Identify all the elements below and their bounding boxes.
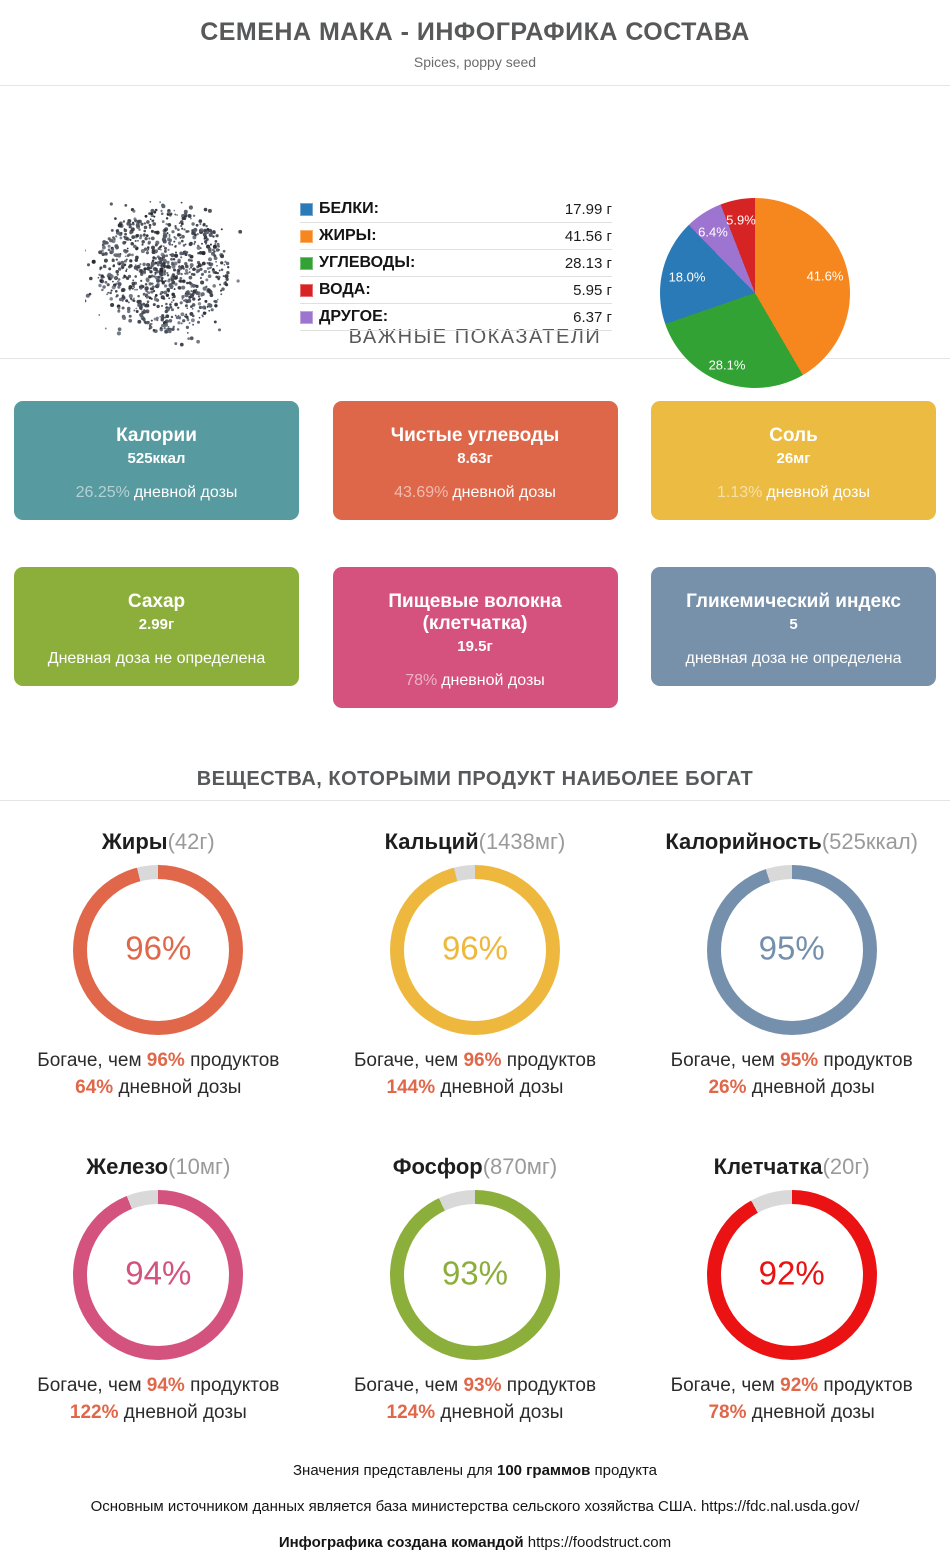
footer-source-note: Основным источником данных является база министерства сельского хозяйства США. https://fdc.nal.usda.gov/ [90, 1497, 860, 1515]
donut-title: Жиры(42г) [101, 828, 215, 854]
donut-title: Клетчатка(20г) [713, 1153, 870, 1179]
legend-value: 41.56 г [564, 227, 612, 245]
pie-label-carbs: 28.1% [708, 357, 746, 373]
footer-credit-note: Инфографика создана командой https://foodstruct.com [278, 1533, 672, 1551]
nutrient-donut-calcium [317, 829, 634, 1102]
donut-caption: Богаче, чем 92% продуктов 78% дневной дозы [670, 1374, 913, 1424]
donut-grid-row-2 [0, 1102, 950, 1427]
donut-title: Кальций(1438мг) [384, 828, 566, 854]
fat-swatch-icon [300, 230, 313, 243]
legend-row-fat [300, 223, 612, 250]
donut-caption: Богаче, чем 96% продуктов 144% дневной дозы [353, 1049, 597, 1099]
card-value: 19.5г [457, 637, 493, 655]
indicator-card-salt [651, 401, 936, 520]
macro-legend [300, 196, 612, 331]
card-dose: 26.25% дневной дозы [75, 483, 238, 501]
card-value: 525ккал [127, 449, 186, 467]
card-value: 5 [789, 615, 798, 633]
donut-caption: Богаче, чем 94% продуктов 122% дневной дозы [37, 1374, 280, 1424]
nutrient-donut-phosphorus [317, 1154, 634, 1427]
legend-row-other [300, 304, 612, 331]
header [0, 0, 950, 70]
indicator-card-glycemic-index [651, 567, 936, 686]
card-title: Сахар [127, 590, 186, 612]
legend-label: ЖИРЫ: [319, 227, 377, 244]
poppy-seeds-image [85, 192, 245, 352]
donut-grid-row-1 [0, 801, 950, 1102]
legend-value: 28.13 г [564, 254, 612, 272]
legend-value: 5.95 г [573, 281, 612, 299]
fats-donut-chart [73, 865, 243, 1035]
pie-label-other: 6.4% [698, 224, 728, 240]
donut-percent: 95% [758, 929, 825, 967]
pie-label-protein: 18.0% [668, 269, 706, 285]
phosphorus-donut-chart [390, 1190, 560, 1360]
indicator-card-calories [14, 401, 299, 520]
page-title: СЕМЕНА МАКА - ИНФОГРАФИКА СОСТАВА [200, 18, 750, 46]
section-title-rich-nutrients: ВЕЩЕСТВА, КОТОРЫМИ ПРОДУКТ НАИБОЛЕЕ БОГАТ [196, 767, 754, 790]
legend-value: 6.37 г [573, 308, 612, 326]
legend-row-water [300, 277, 612, 304]
indicator-card-fiber [333, 567, 618, 708]
donut-percent: 96% [441, 929, 509, 967]
donut-percent: 92% [758, 1254, 825, 1292]
card-dose: 43.69% дневной дозы [394, 483, 556, 501]
donut-title: Калорийность(525ккал) [665, 828, 918, 854]
donut-percent: 94% [125, 1254, 192, 1292]
card-dose: дневная доза не определена [685, 649, 902, 667]
iron-donut-chart [73, 1190, 243, 1360]
card-title: Чистые углеводы [390, 425, 560, 446]
indicator-card-sugar [14, 567, 299, 686]
nutrient-donut-fats [0, 829, 317, 1102]
card-value: 26мг [776, 449, 811, 467]
pie-label-fat: 41.6% [806, 268, 844, 284]
footer [0, 1459, 950, 1555]
donut-caption: Богаче, чем 93% продуктов 124% дневной дозы [353, 1374, 597, 1424]
card-value: 2.99г [138, 615, 175, 633]
cards-row-1 [14, 401, 936, 520]
nutrient-donut-calories [633, 829, 950, 1102]
indicator-card-net-carbs [333, 401, 618, 520]
fiber-donut-chart [707, 1190, 877, 1360]
card-dose: Дневная доза не определена [47, 649, 266, 667]
indicator-cards-section [0, 359, 950, 708]
other-swatch-icon [300, 311, 313, 324]
nutrient-donut-iron [0, 1154, 317, 1427]
legend-label: БЕЛКИ: [319, 200, 379, 217]
composition-pie-chart [660, 198, 850, 388]
legend-label: ВОДА: [319, 281, 371, 298]
protein-swatch-icon [300, 203, 313, 216]
carbs-swatch-icon [300, 257, 313, 270]
donut-percent: 93% [441, 1254, 509, 1292]
card-title: Калории [116, 425, 197, 446]
pie-label-water: 5.9% [726, 212, 756, 228]
card-title: Гликемический индекс [686, 590, 901, 612]
legend-row-protein [300, 196, 612, 223]
calcium-donut-chart [390, 865, 560, 1035]
section-title-indicators: ВАЖНЫЕ ПОКАЗАТЕЛИ [348, 326, 602, 348]
cards-row-2 [14, 567, 936, 708]
card-title: Пищевые волокна (клетчатка) [388, 590, 562, 634]
water-swatch-icon [300, 284, 313, 297]
donut-caption: Богаче, чем 96% продуктов 64% дневной дозы [37, 1049, 280, 1099]
calories-donut-chart [707, 865, 877, 1035]
legend-label: УГЛЕВОДЫ: [319, 254, 416, 271]
legend-value: 17.99 г [564, 200, 612, 218]
legend-row-carbs [300, 250, 612, 277]
footer-serving-note: Значения представлены для 100 граммов продукта [292, 1461, 657, 1479]
donut-title: Фосфор(870мг) [392, 1153, 558, 1179]
nutrient-donut-fiber [633, 1154, 950, 1427]
page-subtitle: Spices, poppy seed [413, 54, 537, 70]
donut-caption: Богаче, чем 95% продуктов 26% дневной дозы [670, 1049, 913, 1099]
card-title: Соль [769, 425, 818, 446]
legend-label: ДРУГОЕ: [319, 308, 389, 325]
donut-percent: 96% [125, 929, 192, 967]
donut-title: Железо(10мг) [86, 1153, 231, 1179]
card-dose: 1.13% дневной дозы [717, 483, 870, 501]
card-value: 8.63г [457, 449, 493, 467]
card-dose: 78% дневной дозы [405, 671, 545, 689]
